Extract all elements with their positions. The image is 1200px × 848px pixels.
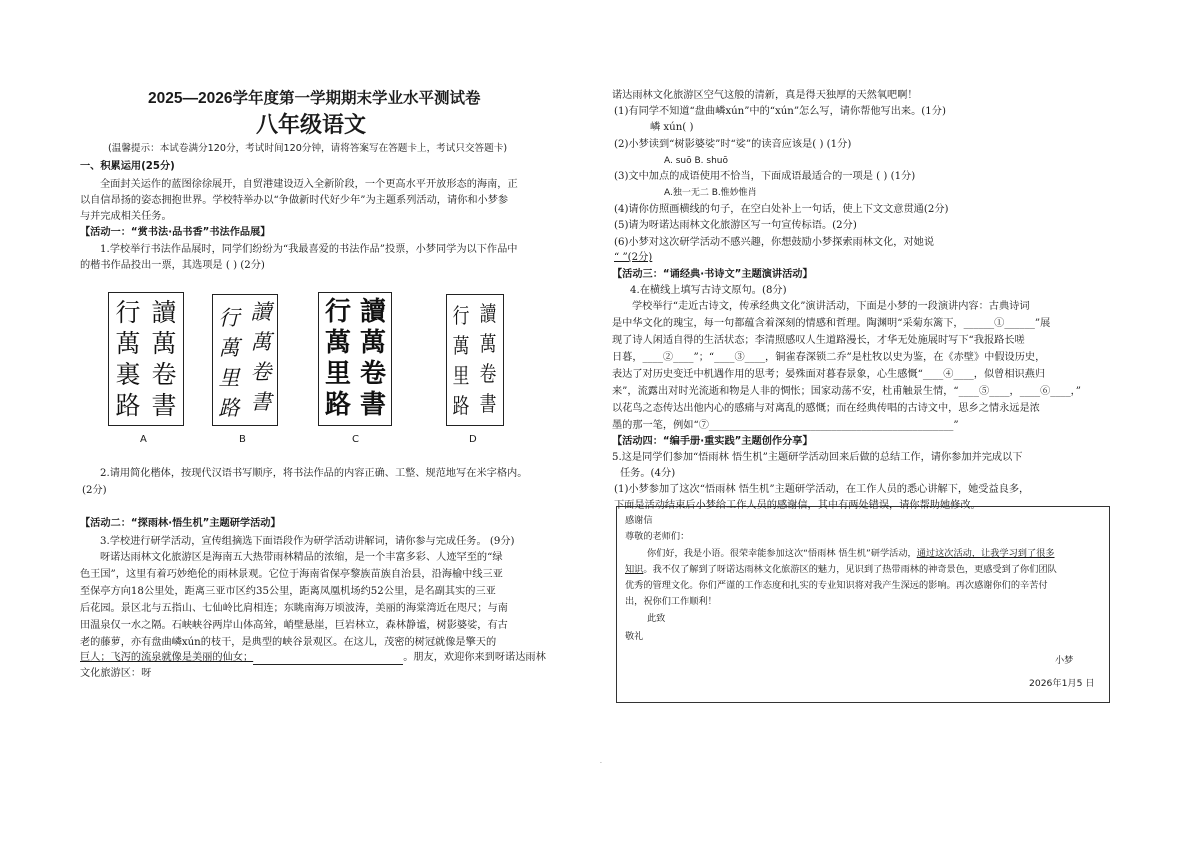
question2-line2: (2分) [82, 485, 107, 496]
passage-line1: 呀诺达雨林文化旅游区是海南五大热带雨林精品的浓缩，是一个丰富多彩、人迹罕至的“绿 [100, 552, 503, 563]
section1-intro-line3: 与并完成相关任务。 [80, 211, 172, 222]
calligraphy-work-d[interactable] [446, 294, 504, 426]
passage-line5: 田温泉仅一水之隔。石峡峡谷两岸山体高耸，峭壁悬崖，巨岩林立，森林静谧，树影婆娑，有古 [80, 620, 508, 631]
work-b-col2: 讀 萬 卷 書 [250, 300, 272, 414]
speech-line3: 现了诗人闲适自得的生活状态；李清照感叹人生道路漫长，才华无处施展时写下“我报路长嗟 [612, 335, 1025, 346]
speech-line5: 表达了对历史变迁中机遇作用的思考；晏殊面对暮春景象，心生感慨“____④____，似曾相识燕归 [612, 369, 1046, 380]
subq6-answer-text: “ ”(2分) [614, 252, 653, 263]
exam-notice: (温馨提示：本试卷满分120分，考试时间120分钟，请将答案写在答题卡上，考试只交答题卡) [108, 143, 508, 154]
subq6: (6)小梦对这次研学活动不感兴趣，你想鼓励小梦探索雨林文化，对她说 [614, 237, 935, 248]
passage-line6: 老的藤萝，亦有盘曲嶙xún的枝干，是典型的峡谷景观区。在这儿，茂密的树冠就像是擎天的 [80, 637, 497, 648]
work-c-label: C [352, 434, 359, 445]
subq3-options: A.独一无二 B.惟妙惟肖 [664, 188, 757, 198]
speech-line7: 以花鸟之态传达出他内心的感痛与对离乱的感慨；而在经典传唱的古诗文中，思乡之情永远是浓 [612, 403, 1040, 414]
question5-line2: 任务。(4分) [620, 468, 676, 479]
activity4-heading: 【活动四：“编手册·重实践”主题创作分享】 [612, 436, 813, 447]
subq2-options: A. suō B. shuō [664, 156, 728, 166]
thank-you-letter [616, 506, 1110, 703]
passage-line4: 后花园。景区北与五指山、七仙岭比肩相连；东眺南海万顷波涛，美丽的海棠湾近在咫尺；与南 [80, 603, 508, 614]
question4-text: 4.在横线上填写古诗文原句。(8分) [630, 285, 787, 296]
exam-subtitle: 八年级语文 [256, 112, 367, 138]
letter-line2 [625, 564, 1057, 576]
question1-line1: 1.学校举行书法作品展时，同学们纷纷为“我最喜爱的书法作品”投票，小梦同学为以下作品中 [100, 244, 518, 255]
letter-signature: 小梦 [1055, 655, 1074, 666]
letter-closing2: 敬礼 [625, 631, 644, 642]
subq5: (5)请为呀诺达雨林文化旅游区写一句宣传标语。(2分) [614, 220, 857, 231]
speech-line1: 学校举行“走近古诗文，传承经典文化”演讲活动，下面是小梦的一段演讲内容：古典诗词 [632, 301, 1030, 312]
letter-line1-start: 你们好，我是小语。很荣幸能参加这次“悟雨林 悟生机”研学活动， [647, 548, 917, 559]
subq6-answer-line[interactable] [614, 251, 652, 264]
calligraphy-work-a[interactable] [108, 292, 184, 426]
question2-line1: 2.请用简化楷体，按现代汉语书写顺序，将书法作品的内容正确、工整、规范地写在米字格内。 [100, 468, 528, 479]
question5-line3: (1)小梦参加了这次“悟雨林 悟生机”主题研学活动，在工作人员的悉心讲解下，她受益良多， [614, 484, 1030, 495]
speech-line2: 是中华文化的瑰宝，每一句都蕴含着深刻的情感和哲理。陶渊明“采菊东篱下，______①______”展 [612, 318, 1051, 329]
section1-heading: 一、积累运用(25分) [80, 161, 175, 172]
calligraphy-work-c[interactable] [318, 292, 392, 426]
section1-intro-line2: 以自信昂扬的姿态拥抱世界。学校特举办以“争做新时代好少年”为主题系列活动，请你和小梦参 [80, 195, 509, 206]
passage-line8: 文化旅游区：呀 [80, 668, 152, 679]
subq1-answer[interactable]: 嶙 xún( ) [650, 122, 694, 133]
passage-continuation: 诺达雨林文化旅游区空气这般的清新，真是得天独厚的天然氧吧啊！ [612, 90, 918, 101]
work-b-label: B [239, 434, 246, 445]
work-c-col2: 讀 萬 卷 書 [359, 297, 386, 420]
letter-closing1: 此致 [647, 613, 666, 624]
activity2-heading: 【活动二：“探雨林·悟生机”主题研学活动】 [80, 518, 281, 529]
letter-error-sentence-end[interactable]: 知识 [625, 564, 644, 575]
subq1: (1)有同学不知道“盘曲嶙xún”中的“xún”怎么写，请你帮他写出来。(1分) [614, 106, 946, 117]
speech-line4: 日暮，____②____”；“____③____，铜雀春深锁二乔”是杜牧以史为鉴，在《赤壁》中假设历史， [612, 352, 1046, 363]
letter-line2-rest: 。我不仅了解到了呀诺达雨林文化旅游区的魅力，见识到了热带雨林的神奇景色，更感受到了你们团队 [643, 564, 1057, 575]
section1-intro-line1: 全面封关运作的蓝图徐徐展开，自贸港建设迈入全新阶段，一个更高水平开放形态的海南，正 [100, 179, 518, 190]
letter-title: 感谢信 [625, 515, 653, 526]
question5-line1: 5.这是同学们参加“悟雨林 悟生机”主题研学活动回来后做的总结工作，请你参加并完成以下 [612, 452, 1023, 463]
work-a-col1: 行 萬 裏 路 [115, 298, 141, 420]
letter-line1 [647, 548, 1055, 560]
question1-line2: 的楷书作品投出一票，其选项是 ( ) (2分) [80, 260, 265, 271]
speech-line6: 来”，流露出对时光流逝和物是人非的惆怅；国家动荡不安，杜甫触景生情，“____⑤____，____⑥____，” [612, 386, 1081, 397]
letter-line3: 优秀的管理文化。你们严谨的工作态度和扎实的专业知识将对我产生深远的影响。再次感谢你们的辛苦付 [625, 580, 1048, 591]
letter-date: 2026年1月5 日 [1029, 678, 1095, 689]
subq4: (4)请你仿照画横线的句子，在空白处补上一句话，使上下文文意贯通(2分) [614, 204, 949, 215]
passage-line7-end: 。朋友，欢迎你来到呀诺达雨林 [403, 652, 546, 663]
subq3: (3)文中加点的成语使用不恰当，下面成语最适合的一项是 ( ) (1分) [614, 171, 916, 182]
page-dot: · [600, 760, 602, 767]
exam-title: 2025—2026学年度第一学期期末学业水平测试卷 [148, 90, 481, 107]
work-d-col2: 讀 萬 卷 書 [479, 302, 497, 416]
work-a-label: A [140, 434, 147, 445]
passage-underlined-sentence: 巨人；飞泻的流泉就像是美丽的仙女； [80, 652, 254, 663]
work-d-label: D [469, 434, 477, 445]
work-d-col1: 行 萬 里 路 [452, 304, 470, 418]
calligraphy-work-b[interactable] [212, 294, 278, 426]
question3-text: 3.学校进行研学活动，宣传组摘选下面语段作为研学活动讲解词，请你参与完成任务。 (9分) [100, 536, 515, 547]
activity3-heading: 【活动三：“诵经典·书诗文”主题演讲活动】 [612, 269, 813, 280]
passage-line7 [80, 651, 546, 665]
letter-line4: 出，祝你们工作顺利！ [625, 596, 717, 607]
passage-line3: 至保亭方向18公里处，距离三亚市区约35公里，距离凤凰机场约52公里，是名副其实的三亚 [80, 586, 496, 597]
work-c-col1: 行 萬 里 路 [324, 297, 351, 420]
passage-line2: 色王国”，这里有着巧妙绝伦的雨林景观。它位于海南省保亭黎族苗族自治县，沿海榆中线三亚 [80, 569, 503, 580]
speech-line8: 墨的那一笔，例如“⑦________________________________________________” [612, 420, 959, 431]
fill-in-blank[interactable] [253, 651, 403, 665]
work-b-col1: 行 萬 里 路 [218, 306, 240, 420]
question5-line4: 下面是活动结束后小梦给工作人员的感谢信，其中有两处错误，请你帮助她修改。 [614, 500, 981, 511]
subq2: (2)小梦读到“树影婆娑”时“娑”的读音应该是( ) (1分) [614, 139, 852, 150]
work-a-col2: 讀 萬 卷 書 [151, 298, 177, 420]
letter-greeting: 尊敬的老师们： [625, 531, 690, 542]
activity1-heading: 【活动一：“赏书法·品书香”书法作品展】 [80, 227, 271, 238]
letter-error-sentence[interactable]: 通过这次活动，让我学习到了很多 [916, 548, 1055, 559]
